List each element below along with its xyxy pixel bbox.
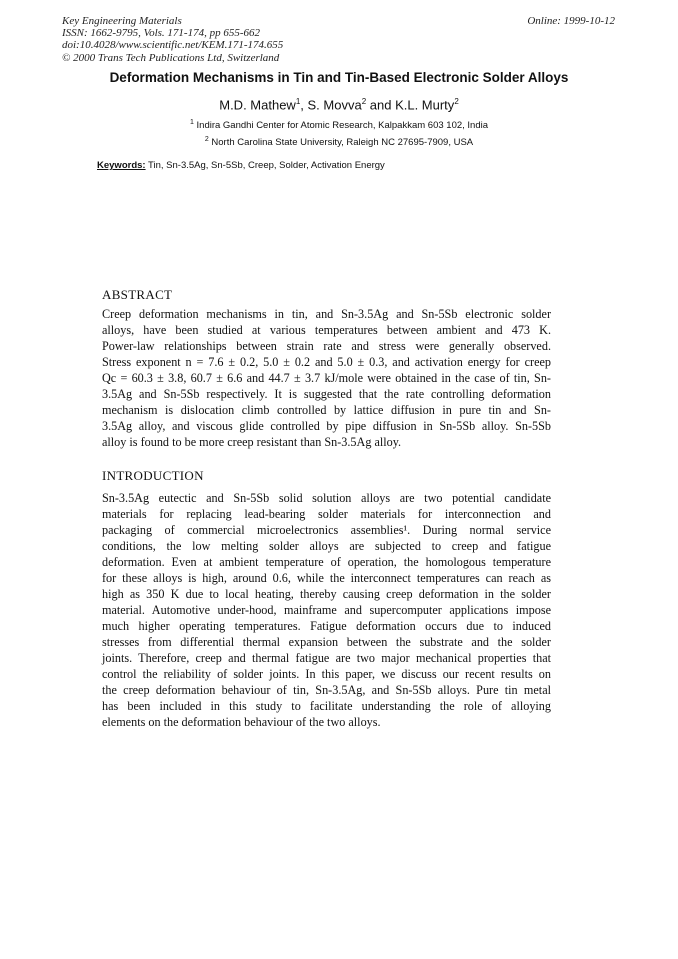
doi-line: doi:10.4028/www.scientific.net/KEM.171-174.655 (62, 39, 284, 52)
intro-line: conditions, the low melting solder alloys are subjected to creep and fatigue (102, 539, 551, 553)
intro-line: material. Automotive under-hood, mainframe and supercomputer applications impose (102, 603, 551, 617)
affiliation-sup: 1 (189, 119, 194, 126)
abstract-line: Power-law relationships between strain rate and stress were generally observed. (102, 339, 551, 353)
introduction-body (102, 490, 551, 730)
abstract-line: alloy is found to be more creep resistant than Sn-3.5Ag alloy. (102, 435, 402, 449)
affiliation-text: Indira Gandhi Center for Atomic Research, Kalpakkam 603 102, India (196, 120, 489, 132)
intro-line: joints. Therefore, creep and thermal fatigue are two major mechanical properties that (102, 651, 551, 665)
affiliation-sup: 2 (204, 136, 209, 143)
intro-line: Sn-3.5Ag eutectic and Sn-5Sb solid solution alloys are two potential candidate (102, 491, 551, 505)
abstract-line: 3.5Ag and Sn-5Sb respectively. It is suggested that the rate controlling deformation (102, 387, 551, 401)
abstract-line: mechanism is dislocation climb controlled by lattice diffusion in pure tin and Sn- (102, 403, 551, 417)
abstract-body (102, 306, 551, 450)
abstract-heading: ABSTRACT (102, 287, 173, 302)
author-separator: , (300, 97, 308, 113)
issn-line: ISSN: 1662-9795, Vols. 171-174, pp 655-662 (62, 27, 260, 40)
introduction-heading: INTRODUCTION (102, 468, 204, 483)
intro-line: materials for replacing lead-bearing solder materials for interconnection and (102, 507, 551, 521)
author-separator: and (366, 97, 396, 113)
author-list (0, 97, 678, 112)
abstract-line: alloys, have been studied at various temperatures between ambient and 473 K. (102, 323, 551, 337)
paper-title: Deformation Mechanisms in Tin and Tin-Based Electronic Solder Alloys (109, 70, 569, 85)
intro-line: control the reliability of solder joints. In this paper, we discuss our recent results on (102, 667, 551, 681)
abstract-line: Qc = 60.3 ± 3.8, 60.7 ± 6.6 and 44.7 ± 3.7 kJ/mole were obtained in the case of tin, Sn- (102, 371, 551, 385)
intro-line: high as 350 K due to local heating, thereby causing creep deformation in the solder (102, 587, 551, 601)
copyright-line: © 2000 Trans Tech Publications Ltd, Switzerland (62, 51, 280, 64)
abstract-line: 3.5Ag alloy, and viscous glide controlled by pipe diffusion in Sn-5Sb alloy. Sn-5Sb (102, 419, 551, 433)
abstract-line: Creep deformation mechanisms in tin, and Sn-3.5Ag and Sn-5Sb electronic solder (102, 307, 551, 321)
author-sup: 2 (454, 97, 459, 106)
intro-line: deformation. Even at ambient temperature of operation, the homologous temperature (102, 555, 551, 569)
affiliation-text: North Carolina State University, Raleigh NC 27695-7909, USA (211, 137, 474, 149)
intro-line: much higher operating temperatures. Fatigue deformation occurs due to induced (102, 619, 551, 633)
intro-line: elements on the deformation behaviour of the two alloys. (102, 715, 381, 729)
intro-line: the creep deformation behaviour of tin, Sn-3.5Ag, and Sn-5Sb alloys. Pure tin metal (102, 683, 551, 697)
author-name: K.L. Murty (395, 97, 455, 113)
intro-line: stresses from differential thermal expansion between the substrate and the solder (102, 635, 551, 649)
author-sup: 2 (361, 97, 367, 106)
journal-name: Key Engineering Materials (62, 15, 182, 27)
author-name: S. Movva (307, 97, 362, 113)
affiliation-2 (0, 136, 678, 148)
intro-line: has been included in this study to facilitate understanding the role of alloying (102, 699, 551, 713)
author-sup: 1 (295, 97, 301, 106)
keywords-list: Tin, Sn-3.5Ag, Sn-5Sb, Creep, Solder, Activation Energy (148, 160, 385, 171)
affiliation-1 (0, 119, 678, 131)
online-date: Online: 1999-10-12 (527, 15, 615, 27)
journal-header (62, 15, 283, 64)
keywords (97, 160, 385, 171)
intro-line: for these alloys is high, around 0.6, while the interconnect temperatures can reach as (102, 571, 551, 585)
author-name: M.D. Mathew (219, 97, 296, 113)
abstract-line: Stress exponent n = 7.6 ± 0.2, 5.0 ± 0.2 and 5.0 ± 0.3, and activation energy for creep (102, 355, 551, 369)
intro-line: packaging of commercial microelectronics assemblies¹. During normal service (102, 523, 551, 537)
keywords-label: Keywords: (97, 160, 146, 171)
